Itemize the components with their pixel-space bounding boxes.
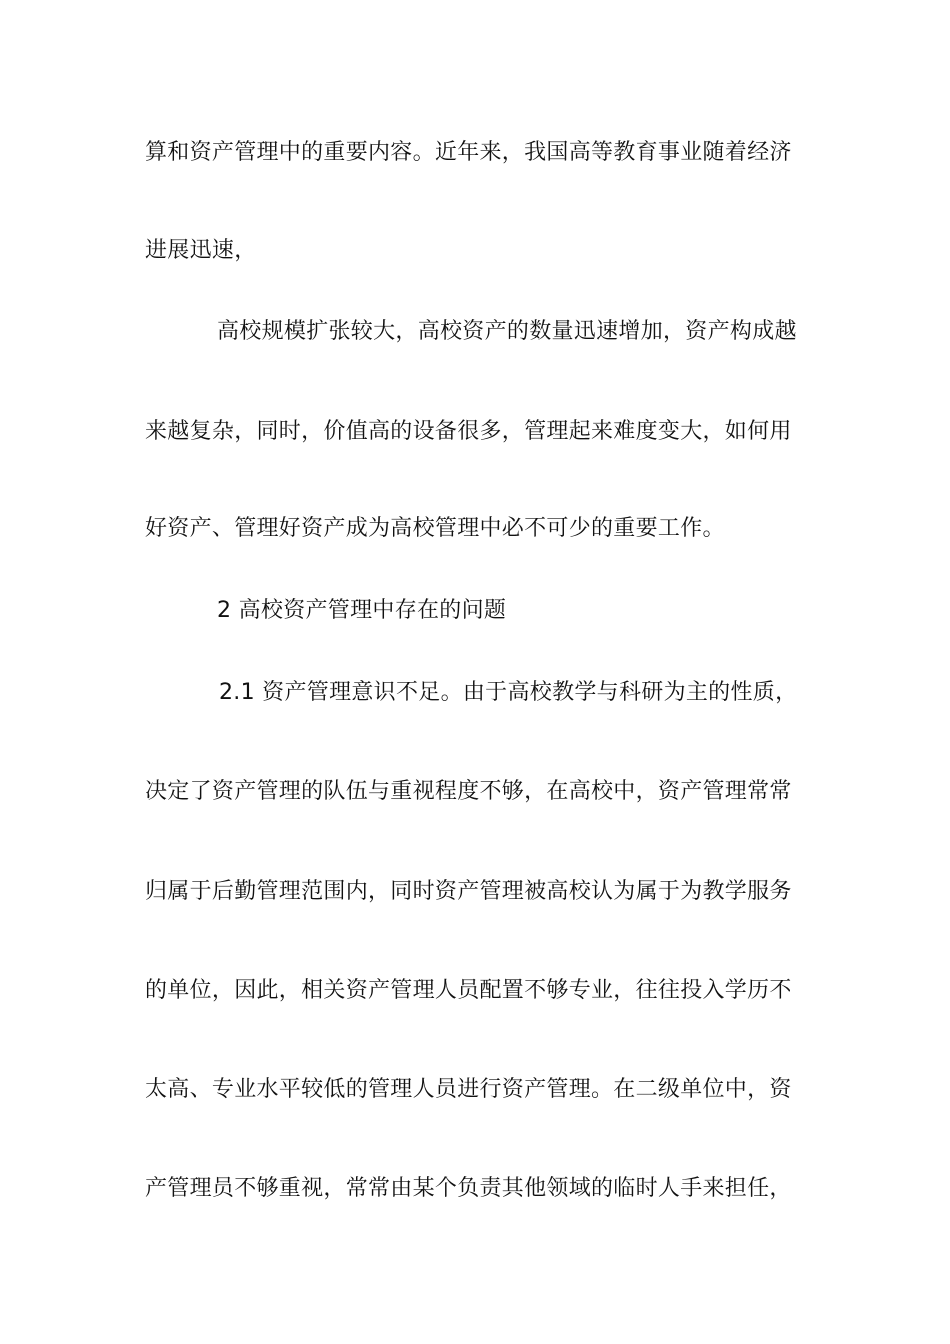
paragraph-line: 来越复杂，同时，价值高的设备很多，管理起来难度变大，如何用 bbox=[145, 419, 792, 444]
paragraph-line: 算和资产管理中的重要内容。近年来，我国高等教育事业随着经济 bbox=[145, 140, 792, 165]
paragraph-line: 2.1 资产管理意识不足。由于高校教学与科研为主的性质， bbox=[219, 680, 798, 705]
paragraph-line: 产管理员不够重视，常常由某个负责其他领域的临时人手来担任， bbox=[145, 1176, 792, 1201]
paragraph-line: 进展迅速， bbox=[145, 238, 257, 263]
paragraph-line: 决定了资产管理的队伍与重视程度不够，在高校中，资产管理常常 bbox=[145, 779, 792, 804]
section-heading: 2 高校资产管理中存在的问题 bbox=[217, 598, 507, 623]
paragraph-line: 太高、专业水平较低的管理人员进行资产管理。在二级单位中，资 bbox=[145, 1077, 792, 1102]
paragraph-line: 好资产、管理好资产成为高校管理中必不可少的重要工作。 bbox=[145, 516, 725, 541]
paragraph-line: 高校规模扩张较大，高校资产的数量迅速增加，资产构成越 bbox=[217, 319, 797, 344]
paragraph-line: 的单位，因此，相关资产管理人员配置不够专业，往往投入学历不 bbox=[145, 978, 792, 1003]
paragraph-line: 归属于后勤管理范围内，同时资产管理被高校认为属于为教学服务 bbox=[145, 879, 792, 904]
